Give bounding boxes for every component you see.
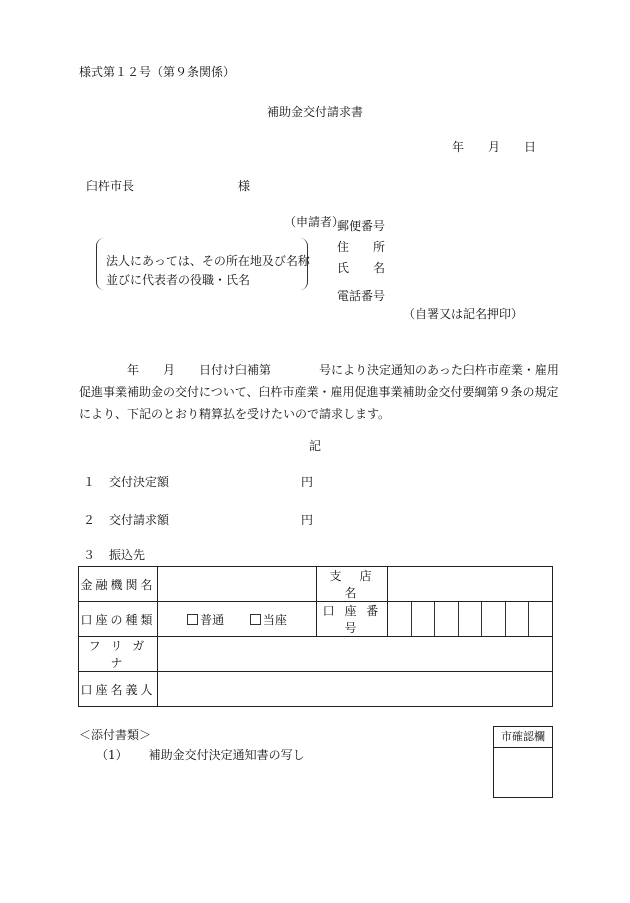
table-row [79, 567, 553, 602]
account-type-field [158, 602, 317, 637]
phone-label: 電話番号 [337, 289, 386, 303]
institution-header: 金融機関名 [79, 567, 158, 602]
item-unit: 円 [301, 513, 314, 527]
account-digit-boxes [388, 602, 552, 636]
table-row [79, 637, 553, 672]
item-no: ２ [83, 513, 96, 527]
ki-heading: 記 [308, 439, 321, 453]
addressee-name: 臼杵市長 [86, 179, 135, 193]
holder-header: 口座名義人 [79, 672, 158, 707]
attachment-no: （1） [96, 748, 128, 762]
attachment-item [96, 749, 305, 761]
form-number: 様式第１２号（第９条関係） [79, 65, 236, 79]
date-month: 月 [488, 140, 501, 154]
corp-note-line2: 並びに代表者の役職・氏名 [106, 273, 251, 287]
postal-label: 郵便番号 [337, 219, 386, 233]
item-grant-request [83, 513, 314, 527]
checkbox-icon [250, 614, 261, 625]
table-row [79, 672, 553, 707]
item-label: 交付請求額 [109, 513, 170, 527]
city-confirm-label: 市確認欄 [494, 727, 552, 748]
date-day: 日 [524, 140, 537, 154]
item-label: 交付決定額 [109, 475, 170, 489]
document-title: 補助金交付請求書 [266, 105, 363, 119]
toza-checkbox[interactable] [250, 613, 287, 627]
bank-table [78, 566, 553, 707]
applicant-fields [337, 216, 385, 279]
account-type-header: 口座の種類 [79, 602, 158, 637]
furigana-field[interactable] [158, 637, 553, 672]
city-confirm-box [493, 726, 553, 798]
corp-note-line1: 法人にあっては、その所在地及び名称 [106, 254, 310, 268]
sign-note: （自署又は記名押印） [403, 307, 524, 321]
attachment-text: 補助金交付決定通知書の写し [148, 748, 305, 762]
date-line [452, 141, 536, 153]
item-grant-decision [83, 475, 314, 489]
account-no-field[interactable] [388, 602, 553, 637]
item-unit: 円 [301, 475, 314, 489]
body-line-1: 年 月 日付け臼補第 号により決定通知のあった臼杵市産業・雇用 [79, 363, 559, 377]
toza-label: 当座 [262, 612, 287, 627]
furigana-header: フ リ ガ ナ [79, 637, 158, 672]
attachments-heading: ＜添付書類＞ [79, 728, 152, 742]
applicant-tag: （申請者） [284, 215, 345, 229]
futsu-checkbox[interactable] [187, 613, 224, 627]
item-no: ３ [83, 548, 96, 562]
institution-field[interactable] [158, 567, 317, 602]
table-row [79, 602, 553, 637]
addressee [86, 180, 250, 192]
name-label: 氏 名 [337, 261, 386, 275]
holder-field[interactable] [158, 672, 553, 707]
checkbox-icon [187, 614, 198, 625]
futsu-label: 普通 [200, 612, 225, 627]
account-no-header: 口 座 番 号 [317, 602, 388, 637]
branch-header: 支 店 名 [317, 567, 388, 602]
address-label: 住 所 [337, 240, 386, 254]
date-year: 年 [452, 140, 465, 154]
request-body [79, 359, 559, 425]
item-label: 振込先 [109, 548, 146, 562]
branch-field[interactable] [388, 567, 553, 602]
addressee-honorific: 様 [238, 179, 251, 193]
corp-note [106, 252, 310, 290]
item-transfer-dest [83, 549, 145, 561]
body-line-3: により、下記のとおり精算払を受けたいので請求します。 [79, 407, 391, 421]
item-no: １ [83, 475, 96, 489]
body-line-2: 促進事業補助金の交付について、臼杵市産業・雇用促進事業補助金交付要綱第９条の規定 [79, 385, 559, 399]
